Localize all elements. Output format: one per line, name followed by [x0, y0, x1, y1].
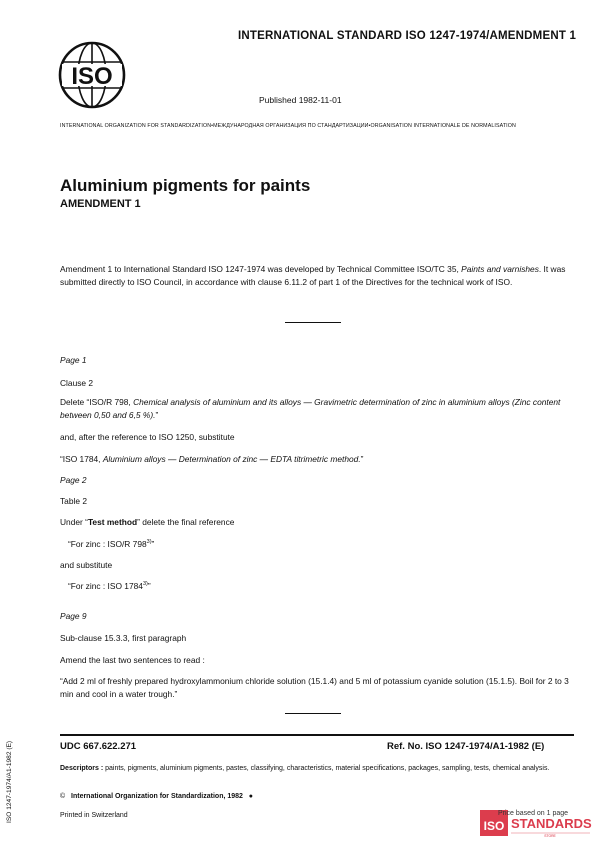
under-suffix: ” delete the final reference — [137, 517, 235, 527]
zinc-old-close: ” — [151, 539, 155, 549]
delete-suffix: ” — [155, 409, 159, 420]
substitute-reference — [60, 453, 363, 465]
page-1-label: Page 1 — [60, 355, 87, 365]
copyright-symbol: © — [60, 793, 66, 800]
substitute-suffix: ” — [360, 454, 364, 464]
intro-text-2: . It was submitted directly to ISO Council, in accordance with clause 6.11.2 of part 1 of the Directives for the technical work of ISO. — [60, 264, 566, 287]
page-2-label: Page 2 — [60, 475, 87, 485]
copyright-text: International Organization for Standardization, 1982 — [71, 793, 243, 800]
svg-text:STANDARDS: STANDARDS — [511, 816, 592, 831]
page-9-label: Page 9 — [60, 611, 87, 621]
descriptors — [60, 764, 572, 774]
organization-line: INTERNATIONAL ORGANIZATION FOR STANDARDIZATION•МЕЖДУНАРОДНАЯ ОРГАНИЗАЦИЯ ПО СТАНДАРТИЗАЦИИ•ORGANISATION INTERNATIONALE DE NORMALISATION — [60, 123, 516, 129]
delete-prefix: Delete “ISO/R 798, — [60, 397, 134, 407]
delete-reference-title: Chemical analysis of aluminium and its alloys — Gravimetric determination of zinc in aluminium alloys (Zinc content between 0,50 and 6,5 %). — [60, 397, 561, 420]
subclause-label: Sub-clause 15.3.3, first paragraph — [60, 633, 187, 643]
bullet-icon: ● — [248, 793, 254, 800]
clause-2-label: Clause 2 — [60, 378, 94, 388]
separator-rule-2 — [285, 713, 341, 714]
intro-text-1: Amendment 1 to International Standard ISO 1247-1974 was developed by Technical Committee ISO/TC 35, — [60, 264, 462, 274]
and-substitute-text: and substitute — [60, 560, 113, 570]
intro-committee-title: Paints and varnishes — [461, 264, 539, 274]
published-date: Published 1982-11-01 — [259, 95, 342, 105]
after-reference-text: and, after the reference to ISO 1250, substitute — [60, 432, 235, 442]
standard-header-title: INTERNATIONAL STANDARD ISO 1247-1974/AMENDMENT 1 — [238, 30, 577, 42]
document-title: Aluminium pigments for paints — [60, 176, 311, 195]
zinc-new-reference — [68, 580, 151, 592]
side-reference: ISO 1247-1974/A1-1982 (E) — [6, 740, 13, 823]
zinc-new-text: “For zinc : ISO 1784 — [68, 581, 143, 591]
price-note: Price based on 1 page — [498, 810, 569, 817]
under-test-method-text — [60, 516, 234, 528]
svg-text:STORE: STORE — [544, 834, 556, 838]
test-method-label: Test method — [87, 517, 138, 527]
zinc-old-text: “For zinc : ISO/R 798 — [68, 539, 147, 549]
zinc-new-footnote: 3) — [142, 581, 148, 588]
printed-in: Printed in Switzerland — [60, 812, 128, 819]
substitute-reference-title: Aluminium alloys — Determination of zinc — EDTA titrimetric method. — [102, 454, 361, 464]
svg-text:ISO: ISO — [483, 819, 505, 833]
separator-rule — [285, 322, 341, 323]
copyright-line — [60, 793, 253, 800]
udc-number: UDC 667.622.271 — [60, 741, 137, 752]
descriptors-label: Descriptors : — [60, 765, 104, 772]
zinc-new-close: ” — [147, 581, 151, 591]
amend-instruction: Amend the last two sentences to read : — [60, 655, 205, 665]
intro-paragraph — [60, 263, 574, 289]
under-prefix: Under “ — [60, 517, 88, 527]
delete-instruction — [60, 396, 572, 421]
replacement-text: “Add 2 ml of freshly prepared hydroxylammonium chloride solution (15.1.4) and 5 ml of potassium cyanide solution (15.1.5). Boil for 2 to 3 min and cool in a water trough.” — [60, 676, 569, 699]
footer-rule — [60, 734, 574, 736]
reference-number: Ref. No. ISO 1247-1974/A1-1982 (E) — [387, 741, 545, 752]
zinc-old-reference — [68, 538, 154, 550]
descriptors-text: paints, pigments, aluminium pigments, pastes, classifying, characteristics, material specifications, packages, sampling, tests, chemical analysis. — [103, 765, 550, 772]
document-subtitle: AMENDMENT 1 — [60, 198, 141, 210]
table-2-label: Table 2 — [60, 496, 88, 506]
iso-logo — [56, 40, 128, 110]
zinc-old-footnote: 3) — [146, 539, 152, 546]
iso-logo-text: ISO — [71, 63, 113, 90]
substitute-prefix: “ISO 1784, — [60, 454, 103, 464]
